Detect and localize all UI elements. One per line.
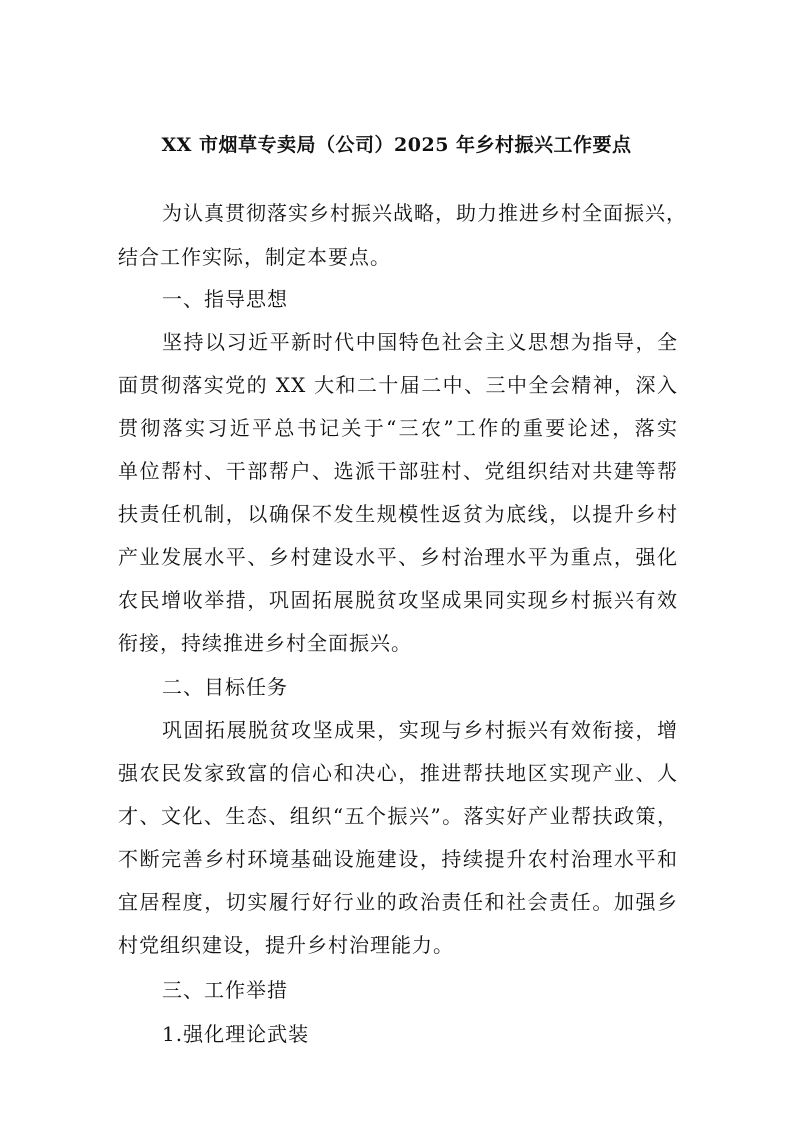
section1-line-6: 产业发展水平、乡村建设水平、乡村治理水平为重点，强化 [118, 545, 678, 569]
section1-line-2: 面贯彻落实党的 XX 大和二十届二中、三中全会精神，深入 [118, 373, 678, 397]
document-title: XX 市烟草专卖局（公司）2025 年乡村振兴工作要点 [161, 134, 632, 156]
section-heading-goals-tasks: 二、目标任务 [162, 675, 288, 699]
intro-line-2: 结合工作实际，制定本要点。 [118, 245, 391, 269]
section2-line-5: 宜居程度，切实履行好行业的政治责任和社会责任。加强乡 [118, 890, 678, 914]
section2-line-4: 不断完善乡村环境基础设施建设，持续提升农村治理水平和 [118, 847, 678, 871]
section1-line-5: 扶责任机制，以确保不发生规模性返贫为底线，以提升乡村 [118, 502, 678, 526]
section1-line-3: 贯彻落实习近平总书记关于“三农”工作的重要论述，落实 [118, 416, 678, 440]
section2-line-1: 巩固拓展脱贫攻坚成果，实现与乡村振兴有效衔接，增 [162, 718, 678, 742]
intro-line-1: 为认真贯彻落实乡村振兴战略，助力推进乡村全面振兴， [162, 201, 687, 225]
section1-line-1: 坚持以习近平新时代中国特色社会主义思想为指导，全 [162, 330, 678, 354]
subsection-heading-theory: 1.强化理论武装 [162, 1022, 310, 1046]
section1-line-7: 农民增收举措，巩固拓展脱贫攻坚成果同实现乡村振兴有效 [118, 588, 678, 612]
section2-line-3: 才、文化、生态、组织“五个振兴”。落实好产业帮扶政策， [118, 804, 678, 828]
section-heading-guiding-thought: 一、指导思想 [162, 287, 288, 311]
section-heading-work-measures: 三、工作举措 [162, 978, 288, 1002]
section2-line-6: 村党组织建设，提升乡村治理能力。 [118, 933, 454, 957]
section1-line-8: 衔接，持续推进乡村全面振兴。 [118, 631, 412, 655]
section1-line-4: 单位帮村、干部帮户、选派干部驻村、党组织结对共建等帮 [118, 459, 678, 483]
section2-line-2: 强农民发家致富的信心和决心，推进帮扶地区实现产业、人 [118, 761, 678, 785]
